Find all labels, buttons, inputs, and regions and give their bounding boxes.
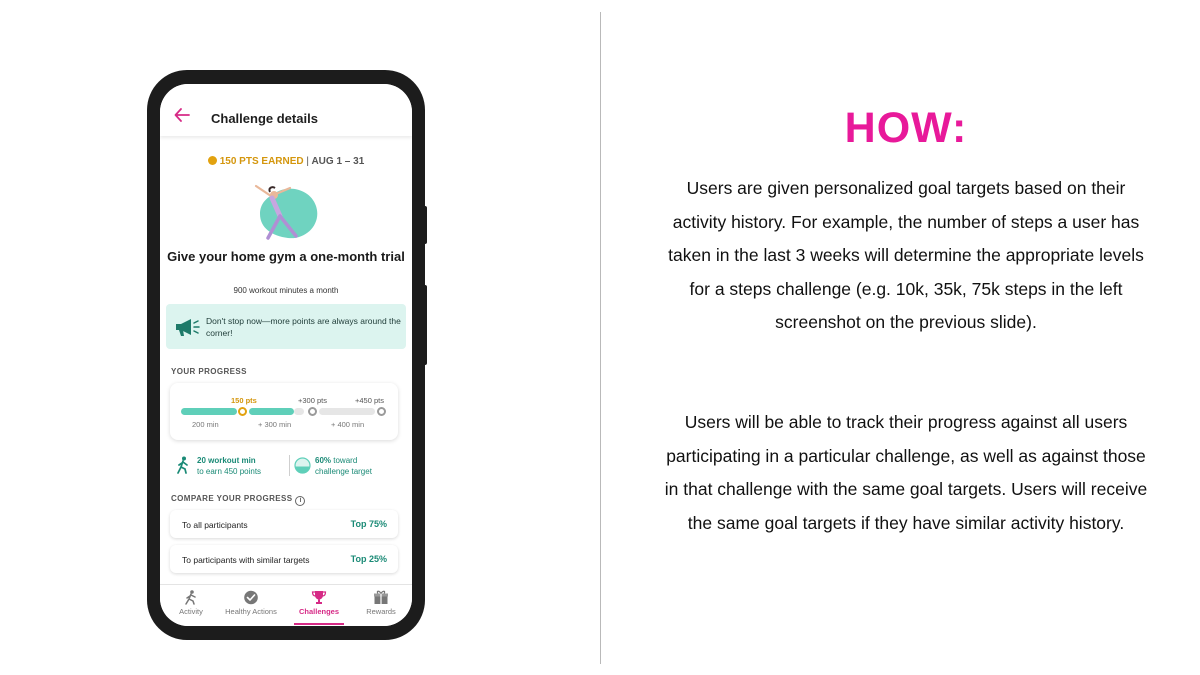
- target-stat-value: 60%: [315, 456, 332, 465]
- progress-segment-complete: [181, 408, 237, 415]
- slide-paragraph: Users are given personalized goal targets based on their activity history. For example, the number of steps a user has taken in the last 3 weeks will determine the appropriate levels for a steps challenge (e.g. 10k, 35k, 75k steps in the left screenshot on the previous slide).: [668, 178, 1144, 333]
- workout-stat: [197, 455, 261, 477]
- compare-section-label: [171, 494, 305, 506]
- yoga-illustration: [244, 182, 320, 242]
- date-range: AUG 1 – 31: [311, 156, 365, 167]
- nav-label: Challenges: [298, 607, 339, 616]
- compare-row-label: To all participants: [182, 520, 248, 530]
- progress-segment-partial: [249, 408, 294, 415]
- milestone-label: 150 pts: [231, 396, 257, 405]
- nav-item-challenges[interactable]: [288, 590, 350, 616]
- phone-side-button: [423, 285, 427, 365]
- nav-item-healthy-actions[interactable]: [220, 590, 282, 616]
- milestone-node: [308, 407, 317, 416]
- bottom-nav: [160, 584, 412, 626]
- nav-item-rewards[interactable]: [350, 590, 412, 616]
- compare-row[interactable]: [170, 510, 398, 538]
- challenge-subtitle: 900 workout minutes a month: [233, 286, 339, 295]
- stats-row: [176, 452, 398, 478]
- nav-item-activity[interactable]: [160, 590, 222, 616]
- minute-label: + 300 min: [258, 420, 292, 429]
- motivation-banner: [166, 304, 406, 349]
- workout-stat-value: 20 workout min: [197, 456, 256, 465]
- progress-circle-icon: [294, 457, 311, 474]
- points-date-row: [160, 156, 412, 167]
- progress-segment-remaining: [294, 408, 304, 415]
- page-title: Challenge details: [211, 111, 318, 126]
- coin-icon: [208, 156, 217, 165]
- milestone-label: +450 pts: [355, 396, 384, 405]
- banner-text: Don't stop now—more points are always around the corner!: [206, 316, 401, 338]
- nav-label: Healthy Actions: [225, 607, 277, 616]
- milestone-label: +300 pts: [298, 396, 327, 405]
- back-arrow-icon[interactable]: [174, 108, 190, 122]
- milestone-node: [238, 407, 247, 416]
- target-stat-text: challenge target: [315, 467, 372, 476]
- phone-screen: [160, 84, 412, 626]
- phone-side-button: [423, 206, 427, 244]
- target-stat-text: toward: [333, 456, 358, 465]
- minute-label: 200 min: [192, 420, 219, 429]
- stat-divider: [289, 455, 290, 476]
- progress-section-label: YOUR PROGRESS: [171, 367, 247, 376]
- points-earned: 150 PTS EARNED: [219, 156, 304, 167]
- separator: |: [306, 156, 310, 167]
- compare-row[interactable]: [170, 545, 398, 573]
- compare-row-value: Top 25%: [350, 554, 387, 564]
- progress-segment-remaining: [319, 408, 375, 415]
- target-stat: [315, 455, 372, 477]
- megaphone-icon: [174, 317, 200, 337]
- compare-row-value: Top 75%: [350, 519, 387, 529]
- slide-paragraph: Users will be able to track their progress against all users participating in a particular challenge, as well as against those in that challenge with the same goal targets. Users will receive the same goal targets if they have similar activity history.: [664, 412, 1148, 533]
- trophy-icon: [311, 590, 327, 605]
- nav-label: Rewards: [366, 607, 396, 616]
- minute-label: + 400 min: [331, 420, 365, 429]
- app-header: [160, 84, 412, 136]
- gift-icon: [373, 590, 389, 605]
- workout-stat-text: to earn 450 points: [197, 467, 262, 476]
- info-icon[interactable]: i: [295, 496, 305, 506]
- compare-row-label: To participants with similar targets: [182, 555, 310, 565]
- nav-label: Activity: [179, 607, 203, 616]
- slide-heading: HOW:: [844, 104, 968, 152]
- walking-icon: [176, 456, 190, 474]
- challenge-title: Give your home gym a one-month trial: [167, 249, 405, 264]
- compare-section-text: COMPARE YOUR PROGRESS: [171, 494, 293, 503]
- progress-card: [170, 383, 398, 440]
- check-circle-icon: [243, 590, 259, 605]
- walking-icon: [183, 590, 199, 605]
- milestone-node: [377, 407, 386, 416]
